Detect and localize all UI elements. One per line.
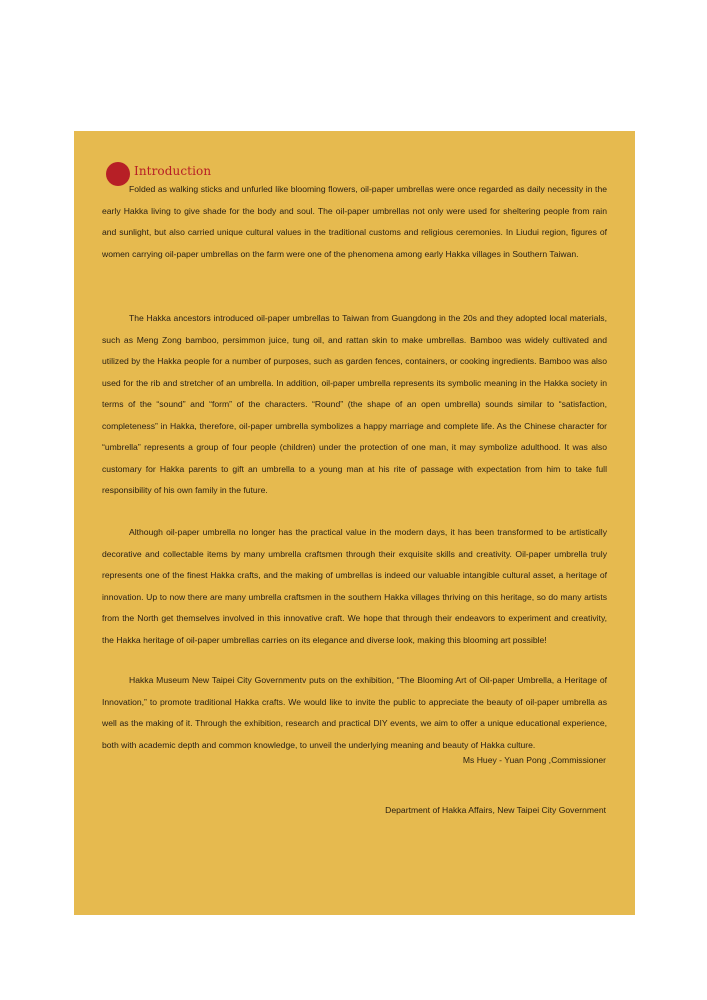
paragraph-4: Hakka Museum New Taipei City Governmentv puts on the exhibition, “The Blooming Art of Oil-paper Umbrella, a Heritage of Innovation,” to promote traditional Hakka crafts. We would like to invite the public to appreciate the beauty of oil-paper umbrella as well as the making of it. Through the exhibition, research and practical DIY events, we aim to offer a unique educational experience, both with academic depth and common knowledge, to unveil the underlying meaning and beauty of Hakka culture. <box>102 675 607 750</box>
section-heading: Introduction <box>134 164 212 178</box>
paragraph-2: The Hakka ancestors introduced oil-paper umbrellas to Taiwan from Guangdong in the 20s and they adopted local materials, such as Meng Zong bamboo, persimmon juice, tung oil, and rattan skin to make umbrellas. Bamboo was widely cultivated and utilized by the Hakka people for a number of purposes, such as garden fences, containers, or cooking ingredients. Bamboo was also used for the rib and stretcher of an umbrella. In addition, oil-paper umbrella represents its symbolic meaning in the Hakka society in terms of the “sound” and “form” of the characters. “Round” (the shape of an open umbrella) sounds similar to “satisfaction, completeness” in Hakka, therefore, oil-paper umbrella symbolizes a happy marriage and complete life. As the Chinese character for “umbrella” represents a group of four people (children) under the protection of one man, it may symbolize adulthood. It was also customary for Hakka parents to gift an umbrella to a young man at his rite of passage with expectation from him to take full responsibility of his own family in the future. <box>102 313 607 495</box>
paragraph-3: Although oil-paper umbrella no longer has the practical value in the modern days, it has been transformed to be artistically decorative and collectable items by many umbrella craftsmen through their exquisite skills and creativity. Oil-paper umbrella truly represents one of the finest Hakka crafts, and the making of umbrellas is indeed our valuable intangible cultural asset, a heritage of innovation. Up to now there are many umbrella craftsmen in the southern Hakka villages thriving on this heritage, so do many artists from the North get themselves involved in this innovative craft. We hope that through their endeavors to experiment and creativity, the Hakka heritage of oil-paper umbrellas carries on its elegance and diverse look, making this blooming art possible! <box>102 527 607 645</box>
paragraph-1: Folded as walking sticks and unfurled like blooming flowers, oil-paper umbrellas were once regarded as daily necessity in the early Hakka living to give shade for the body and soul. The oil-paper umbrellas not only were used for sheltering people from rain and sunlight, but also carried unique cultural values in the traditional customs and religious ceremonies. In Liudui region, figures of women carrying oil-paper umbrellas on the farm were one of the phenomena among early Hakka villages in Southern Taiwan. <box>102 184 607 259</box>
signature-department: Department of Hakka Affairs, New Taipei City Government <box>385 805 606 815</box>
signature-name: Ms Huey - Yuan Pong ,Commissioner <box>462 755 606 765</box>
